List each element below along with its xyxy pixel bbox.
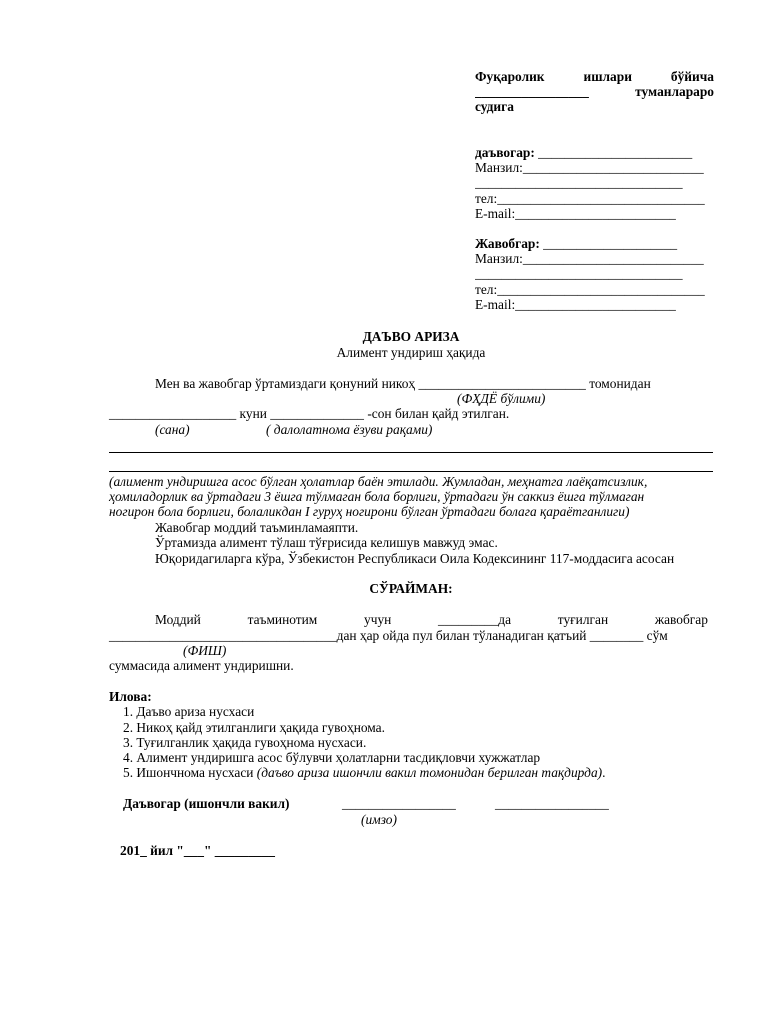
plaintiff-address: Манзил:___________________________ — [475, 160, 704, 176]
plaintiff-label-line — [475, 145, 714, 160]
registry-office-hint: (ФҲДЁ бўлими) — [457, 391, 546, 406]
record-number-hint: ( далолатнома ёзуви рақами) — [266, 422, 433, 437]
grounds-hint-line: (алимент ундиришга асос бўлган ҳолатлар баён этилади. Жумладан, меҳнатга лаёқатсизлик, — [109, 474, 648, 489]
request-word: таъминотим — [247, 612, 318, 627]
court-line-3: судига — [475, 99, 514, 115]
document-title: ДАЪВО АРИЗА — [362, 329, 460, 344]
statement-legal-basis: Юқоридагиларга кўра, Ўзбекистон Республикаси Оила Кодексининг 117-моддасига асосан — [155, 551, 675, 566]
plaintiff-phone: тел:_______________________________ — [475, 190, 705, 206]
signature-blank: _________________ — [342, 796, 456, 811]
request-line-1 — [155, 612, 708, 627]
defendant-address: Манзил:___________________________ — [475, 251, 704, 267]
attachment-item: 2. Никоҳ қайд этилганлиги ҳақида гувоҳнома. — [123, 720, 385, 735]
registration-date-line: ___________________ куни ______________ -сон билан қайд этилган. — [109, 406, 510, 421]
plaintiff-name-blank: _______________________ — [534, 144, 693, 160]
full-name-hint: (ФИШ) — [183, 643, 227, 658]
court-line-1 — [475, 69, 714, 84]
name-blank: _________________ — [495, 796, 609, 811]
blank-line-rule — [109, 471, 713, 472]
plaintiff-email: E-mail:________________________ — [475, 205, 676, 221]
request-word: Моддий — [155, 612, 201, 627]
signature-label: Даъвогар (ишончли вакил) — [123, 796, 290, 811]
request-line-3: суммасида алимент ундиришни. — [109, 658, 294, 673]
request-word: туғилган — [557, 612, 609, 627]
signature-hint: (имзо) — [361, 812, 397, 827]
court-word: бўйича — [670, 69, 714, 84]
defendant-name-blank: ____________________ — [539, 236, 678, 252]
grounds-hint-line: ҳомиладорлик ва ўртадаги 3 ёшга тўлмаган бола борлиги, ўртадаги ўн саккиз ёшга тўлмаган — [109, 489, 645, 504]
court-name-blank: _________________ — [475, 84, 589, 100]
attachments-heading: Илова: — [109, 689, 152, 704]
plaintiff-address-cont: _______________________________ — [475, 175, 683, 191]
attachment-item-end: . — [602, 765, 606, 780]
addressee-block — [475, 69, 714, 312]
attachment-item — [123, 765, 605, 780]
request-heading: СЎРАЙМАН: — [369, 581, 453, 596]
court-line-2 — [475, 84, 714, 99]
request-word: _________да — [438, 612, 512, 627]
request-word: жавобгар — [654, 612, 708, 627]
attachment-item: 1. Даъво ариза нусхаси — [123, 704, 255, 719]
date-line: 201_ йил "___" _________ — [120, 843, 275, 858]
request-word: учун — [364, 612, 392, 627]
court-word: Фуқаролик — [475, 69, 545, 84]
statement-no-agreement: Ўртамизда алимент тўлаш тўғрисида келишув мавжуд эмас. — [155, 535, 498, 550]
attachment-item-text: 5. Ишончнома нусхаси — [123, 765, 257, 780]
defendant-phone: тел:_______________________________ — [475, 281, 705, 297]
attachment-item: 4. Алимент ундиришга асос бўлувчи ҳолатларни тасдиқловчи хужжатлар — [123, 750, 541, 765]
blank-line-rule — [109, 452, 713, 453]
request-line-2: __________________________________дан ҳар ойда пул билан тўланадиган қатъий ________ сўм — [109, 628, 668, 643]
marriage-registration-line: Мен ва жавобгар ўртамиздаги қонуний никоҳ _________________________ томонидан — [155, 376, 651, 391]
court-word: туманлараро — [635, 84, 714, 100]
court-word: ишлари — [583, 69, 632, 84]
grounds-hint-line: ногирон бола борлиги, болаликдан I гуруҳ ногирони бўлган ўртадаги болага қараётганлиги) — [109, 504, 630, 519]
defendant-label: Жавобгар: — [475, 236, 540, 252]
date-hint: (сана) — [155, 422, 190, 437]
attachment-item: 3. Туғилганлик ҳақида гувоҳнома нусхаси. — [123, 735, 367, 750]
plaintiff-label: даъвогар: — [475, 144, 535, 160]
document-subtitle: Алимент ундириш ҳақида — [336, 345, 486, 360]
statement-no-support: Жавобгар моддий таъминламаяпти. — [155, 520, 359, 535]
defendant-label-line — [475, 236, 714, 251]
defendant-address-cont: _______________________________ — [475, 266, 683, 282]
defendant-email: E-mail:________________________ — [475, 296, 676, 312]
attachment-item-note: (даъво ариза ишончли вакил томонидан берилган тақдирда) — [256, 765, 603, 780]
